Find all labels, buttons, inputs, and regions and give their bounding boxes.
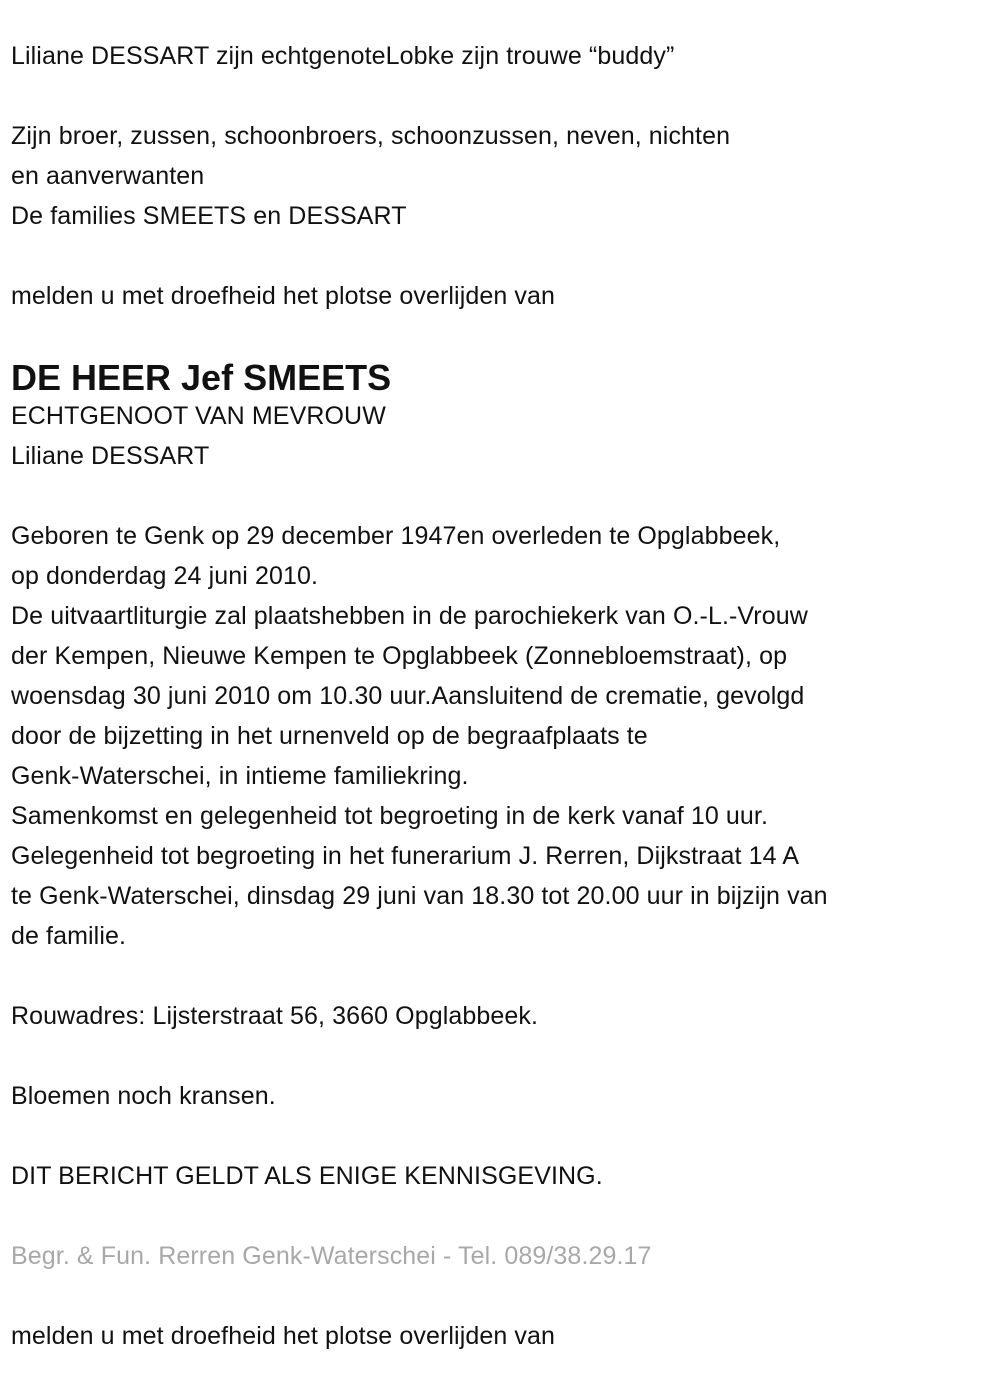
- announcement: melden u met droefheid het plotse overlijden van: [11, 282, 556, 310]
- detail-line: Samenkomst en gelegenheid tot begroeting in de kerk vanaf 10 uur.: [11, 802, 768, 830]
- detail-line: de familie.: [11, 922, 127, 950]
- detail-line: door de bijzetting in het urnenveld op de begraafplaats te: [11, 722, 648, 750]
- undertaker-info: Begr. & Fun. Rerren Genk-Waterschei - Tel. 089/38.29.17: [11, 1242, 652, 1270]
- detail-line: Genk-Waterschei, in intieme familiekring.: [11, 762, 469, 790]
- details: [11, 516, 1000, 956]
- notice: DIT BERICHT GELDT ALS ENIGE KENNISGEVING.: [11, 1162, 603, 1190]
- detail-line: Geboren te Genk op 29 december 1947en overleden te Opglabbeek,: [11, 522, 781, 550]
- detail-line: De uitvaartliturgie zal plaatshebben in de parochiekerk van O.-L.-Vrouw: [11, 602, 808, 630]
- detail-line: Gelegenheid tot begroeting in het funerarium J. Rerren, Dijkstraat 14 A: [11, 842, 800, 870]
- detail-line: te Genk-Waterschei, dinsdag 29 juni van 18.30 tot 20.00 uur in bijzijn van: [11, 882, 828, 910]
- spouse-name: Liliane DESSART: [11, 442, 210, 470]
- detail-line: op donderdag 24 juni 2010.: [11, 562, 319, 590]
- family-line: en aanverwanten: [11, 162, 205, 190]
- family-line: De families SMEETS en DESSART: [11, 202, 407, 230]
- spouse-label: ECHTGENOOT VAN MEVROUW: [11, 402, 386, 430]
- mourning-address: Rouwadres: Lijsterstraat 56, 3660 Opglabbeek.: [11, 1002, 539, 1030]
- detail-line: woensdag 30 juni 2010 om 10.30 uur.Aansluitend de crematie, gevolgd: [11, 682, 805, 710]
- flowers-note: Bloemen noch kransen.: [11, 1082, 276, 1110]
- family-line: Zijn broer, zussen, schoonbroers, schoonzussen, neven, nichten: [11, 122, 731, 150]
- intro-line: Liliane DESSART zijn echtgenoteLobke zijn trouwe “buddy”: [11, 42, 675, 70]
- deceased-name: DE HEER Jef SMEETS: [11, 357, 392, 398]
- footer-announcement: melden u met droefheid het plotse overlijden van: [11, 1322, 556, 1350]
- detail-line: der Kempen, Nieuwe Kempen te Opglabbeek (Zonnebloemstraat), op: [11, 642, 788, 670]
